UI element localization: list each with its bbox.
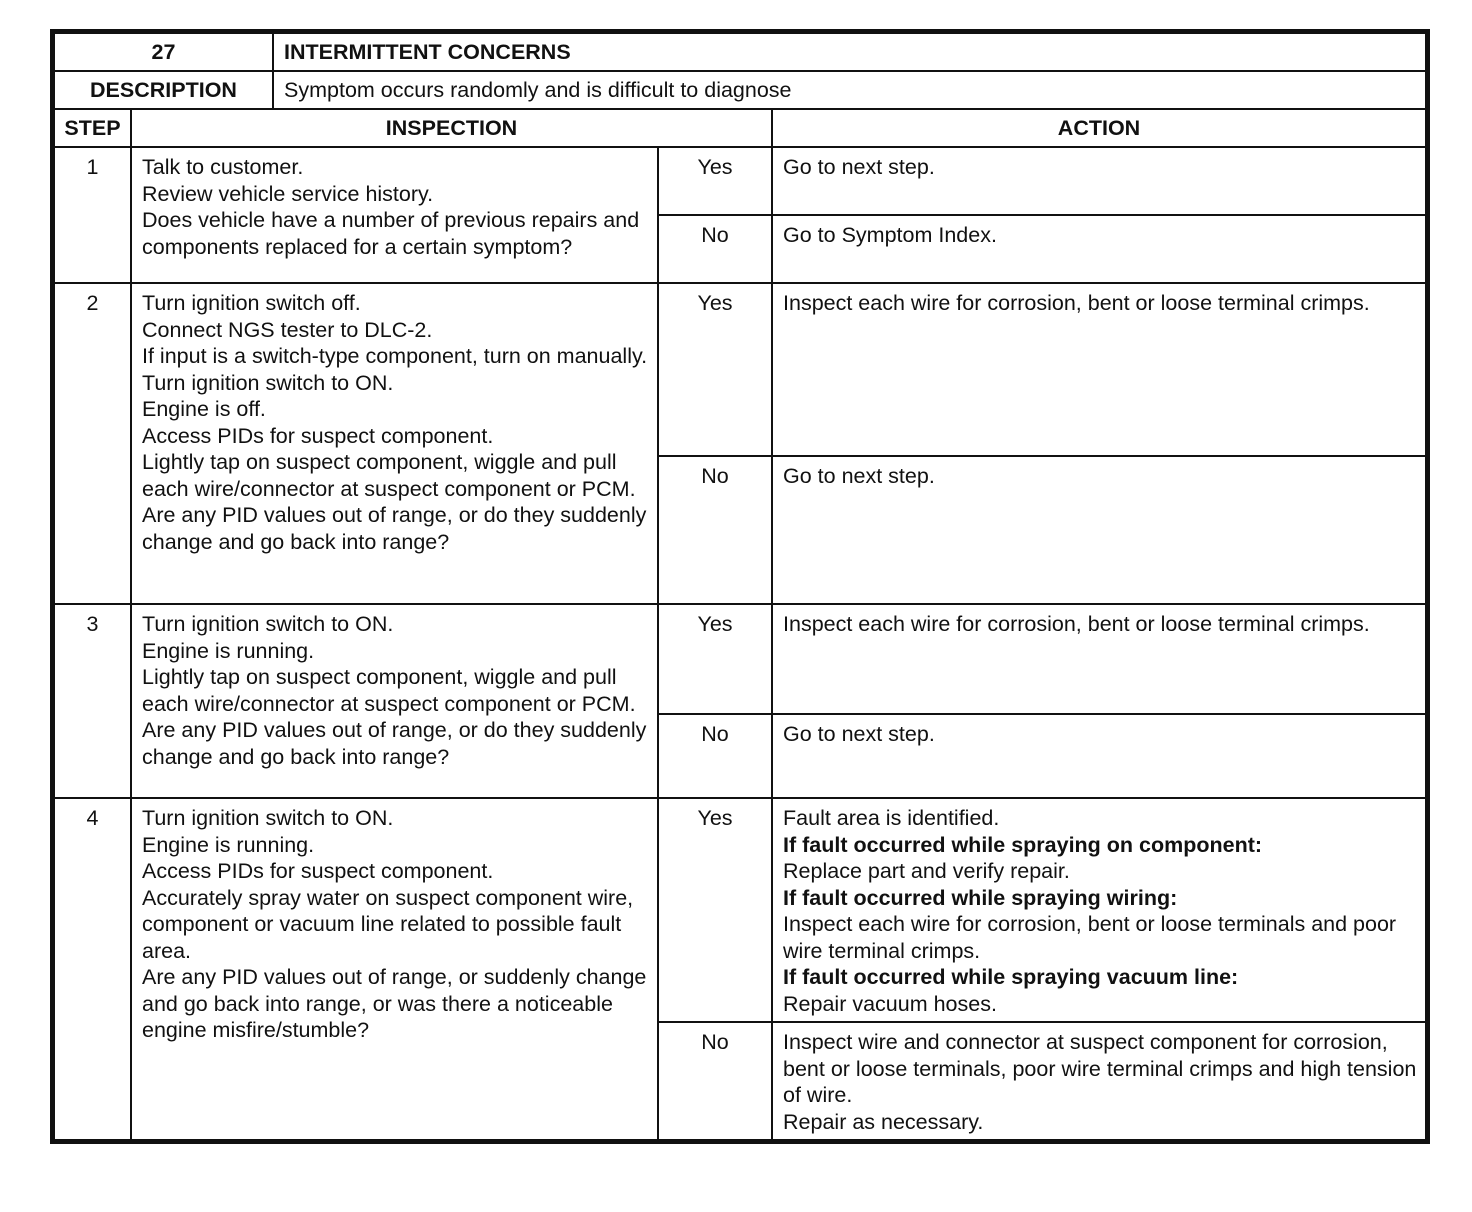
action-line: Inspect wire and connector at suspect component for corrosion, bent or loose terminals, poor wire terminal crimps and high tension of wire. xyxy=(783,1030,1417,1107)
inspection-column-header: INSPECTION xyxy=(131,109,772,147)
step-column-header: STEP xyxy=(54,109,131,147)
no-label: No xyxy=(658,456,772,604)
step-row xyxy=(54,147,1426,215)
no-action xyxy=(772,1022,1426,1140)
inspection-line: Talk to customer. xyxy=(142,155,304,179)
no-action xyxy=(772,215,1426,283)
yes-action xyxy=(772,147,1426,215)
inspection-line: Does vehicle have a number of previous repairs and components replaced for a certain symptom? xyxy=(142,208,640,259)
action-line-heading: If fault occurred while spraying vacuum line: xyxy=(783,965,1239,989)
action-line: Inspect each wire for corrosion, bent or loose terminal crimps. xyxy=(783,612,1370,636)
description-text: Symptom occurs randomly and is difficult to diagnose xyxy=(273,71,1426,109)
yes-label: Yes xyxy=(658,283,772,456)
step-inspection xyxy=(131,604,658,798)
no-label: No xyxy=(658,215,772,283)
action-line: Go to next step. xyxy=(783,464,935,488)
inspection-line: Turn ignition switch to ON. xyxy=(142,370,394,395)
description-label: DESCRIPTION xyxy=(54,71,273,109)
step-row xyxy=(54,604,1426,714)
column-header-row xyxy=(54,109,1426,147)
inspection-line: Are any PID values out of range, or do they suddenly change and go back into range? xyxy=(142,718,647,769)
inspection-line: Engine is running. xyxy=(142,638,315,663)
step-number: 1 xyxy=(54,147,131,283)
yes-action xyxy=(772,604,1426,714)
inspection-line: Engine is running. xyxy=(142,832,315,857)
no-label: No xyxy=(658,1022,772,1140)
no-label: No xyxy=(658,714,772,798)
inspection-line: Lightly tap on suspect component, wiggle and pull each wire/connector at suspect component or PCM. xyxy=(142,665,636,716)
chart-title: INTERMITTENT CONCERNS xyxy=(273,33,1426,71)
inspection-line: Access PIDs for suspect component. xyxy=(142,859,494,883)
inspection-line: Turn ignition switch off. xyxy=(142,291,361,315)
inspection-line: Access PIDs for suspect component. xyxy=(142,423,494,448)
inspection-line: Lightly tap on suspect component, wiggle and pull each wire/connector at suspect component or PCM. xyxy=(142,450,636,501)
step-inspection xyxy=(131,283,658,604)
step-inspection xyxy=(131,147,658,283)
inspection-line: If input is a switch-type component, turn on manually. xyxy=(142,344,648,368)
step-number: 3 xyxy=(54,604,131,798)
yes-label: Yes xyxy=(658,798,772,1022)
diagnostic-chart xyxy=(50,29,1430,1144)
step-row xyxy=(54,798,1426,1022)
yes-label: Yes xyxy=(658,604,772,714)
no-action xyxy=(772,456,1426,604)
step-inspection xyxy=(131,798,658,1140)
yes-label: Yes xyxy=(658,147,772,215)
step-row xyxy=(54,283,1426,456)
step-number: 2 xyxy=(54,283,131,604)
inspection-line: Turn ignition switch to ON. xyxy=(142,612,394,636)
action-column-header: ACTION xyxy=(772,109,1426,147)
action-line: Repair as necessary. xyxy=(783,1109,984,1134)
action-line: Inspect each wire for corrosion, bent or loose terminal crimps. xyxy=(783,291,1370,315)
inspection-line: Engine is off. xyxy=(142,397,266,421)
inspection-line: Accurately spray water on suspect component wire, component or vacuum line related to possible fault area. xyxy=(142,885,634,963)
chart-number: 27 xyxy=(54,33,273,71)
inspection-line: Turn ignition switch to ON. xyxy=(142,806,394,830)
diagnostic-table xyxy=(53,32,1427,1141)
inspection-line: Are any PID values out of range, or do they suddenly change and go back into range? xyxy=(142,503,647,554)
action-line: Replace part and verify repair. xyxy=(783,859,1070,883)
yes-action xyxy=(772,798,1426,1022)
step-number: 4 xyxy=(54,798,131,1140)
yes-action xyxy=(772,283,1426,456)
action-line: Go to Symptom Index. xyxy=(783,223,997,247)
no-action xyxy=(772,714,1426,798)
title-row xyxy=(54,33,1426,71)
action-line: Go to next step. xyxy=(783,722,935,746)
action-line-heading: If fault occurred while spraying on component: xyxy=(783,832,1263,857)
description-row xyxy=(54,71,1426,109)
action-line: Go to next step. xyxy=(783,155,935,179)
inspection-line: Are any PID values out of range, or suddenly change and go back into range, or was there a noticeable engine misfire/stumble? xyxy=(142,965,647,1042)
action-line: Repair vacuum hoses. xyxy=(783,991,997,1016)
action-line-heading: If fault occurred while spraying wiring: xyxy=(783,885,1178,910)
inspection-line: Connect NGS tester to DLC-2. xyxy=(142,317,433,342)
action-line: Inspect each wire for corrosion, bent or loose terminals and poor wire terminal crimps. xyxy=(783,912,1397,963)
action-line: Fault area is identified. xyxy=(783,806,1000,830)
inspection-line: Review vehicle service history. xyxy=(142,181,434,206)
